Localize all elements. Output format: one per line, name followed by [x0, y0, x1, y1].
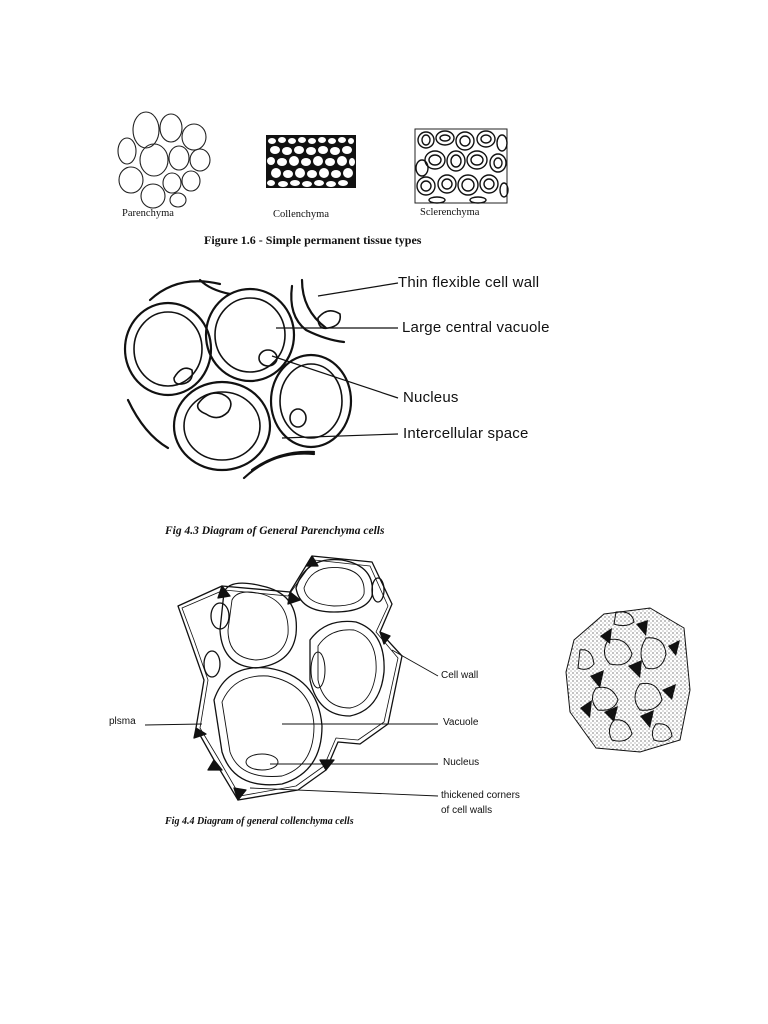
large-vacuole-label: Large central vacuole — [402, 319, 550, 336]
nucleus-label-4-4: Nucleus — [443, 757, 480, 768]
figure-1-6-caption: Figure 1.6 - Simple permanent tissue types — [204, 233, 422, 247]
vacuole-label-4-4: Vacuole — [443, 717, 479, 728]
figure-4-3-caption: Fig 4.3 Diagram of General Parenchyma cells — [165, 525, 385, 537]
sclerenchyma-label: Sclerenchyma — [420, 207, 480, 218]
parenchyma-label: Parenchyma — [122, 208, 174, 219]
intercellular-space-label: Intercellular space — [403, 425, 529, 442]
collenchyma-label: Collenchyma — [273, 209, 329, 220]
figure-4-4-caption: Fig 4.4 Diagram of general collenchyma cells — [165, 816, 354, 827]
thin-cell-wall-label: Thin flexible cell wall — [398, 274, 540, 291]
thickened-corners-label-line2: of cell walls — [441, 805, 493, 816]
plasma-label: plsma — [109, 716, 136, 727]
thickened-corners-label-line1: thickened corners — [441, 790, 520, 801]
cell-wall-label-4-4: Cell wall — [441, 670, 479, 681]
nucleus-label-4-3: Nucleus — [403, 389, 459, 406]
